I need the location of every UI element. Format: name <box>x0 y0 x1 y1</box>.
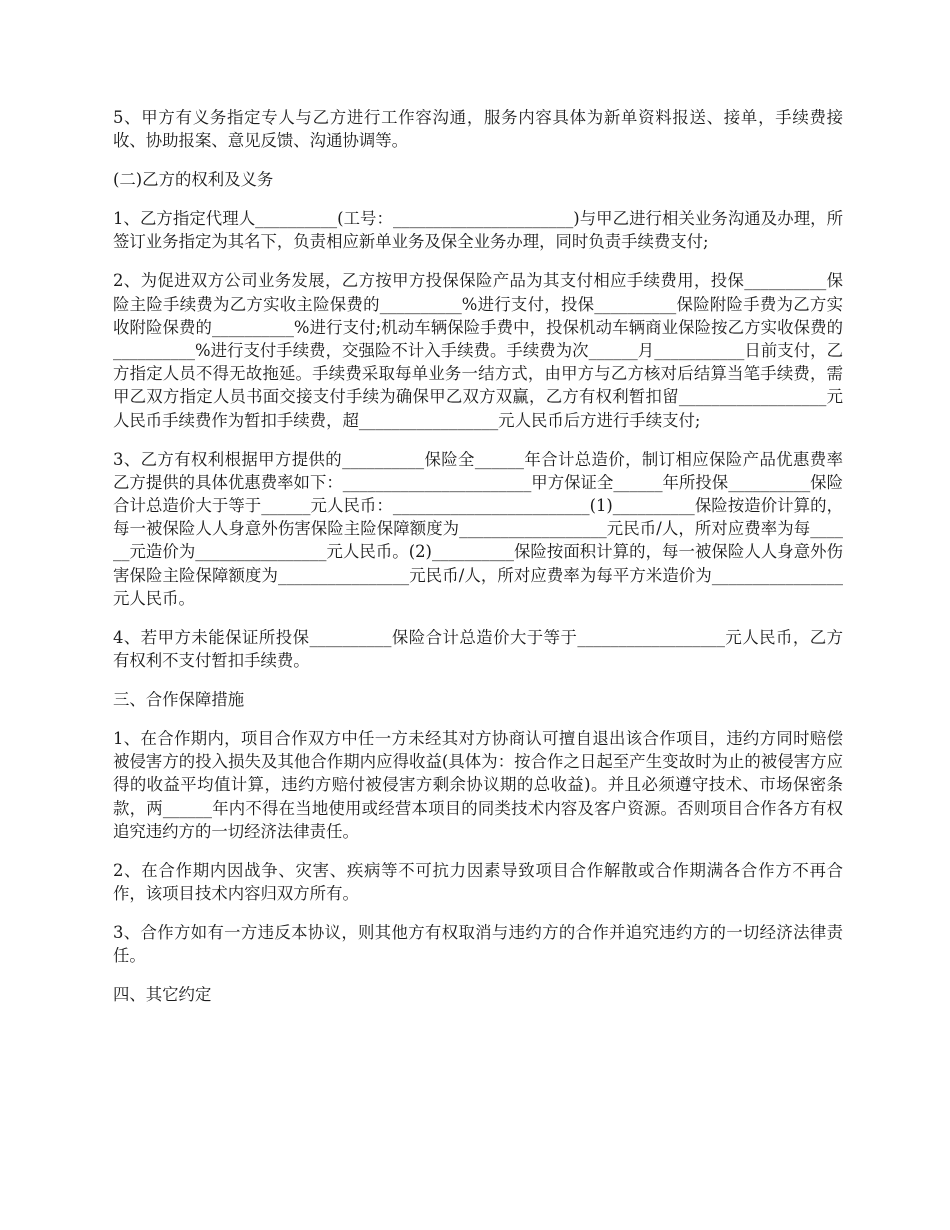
guarantee-clause-3: 3、合作方如有一方违反本协议，则其他方有权取消与违约方的合作并追究违约方的一切经济法律责任。 <box>113 923 843 966</box>
clause-1-agent: 1、乙方指定代理人__________(工号：______________________)与甲乙进行相关业务沟通及办理，所签订业务指定为其名下，负责相应新单业务及保全业务办理，同时负责手续费支付; <box>113 209 843 252</box>
clause-5-party-a-contact: 5、甲方有义务指定专人与乙方进行工作容沟通，服务内容具体为新单资料报送、接单，手续费接收、协助报案、意见反馈、沟通协调等。 <box>113 108 843 151</box>
document-page <box>113 106 843 1022</box>
guarantee-clause-2: 2、在合作期内因战争、灾害、疾病等不可抗力因素导致项目合作解散或合作期满各合作方不再合作，该项目技术内容归双方所有。 <box>113 860 843 904</box>
clause-3-discount-rate: 3、乙方有权利根据甲方提供的__________保险全______年合计总造价，制订相应保险产品优惠费率乙方提供的具体优惠费率如下：_______________________甲方保证全______年所投保__________保险合计总造价大于等于______元人民币：________________________(1)__________保险按造价计算的，每一被保险人人身意外伤害保险主险保障额度为__________________元民币/人，所对应费率为每______元造价为________________元人民币。(2)__________保险按面积计算的，每一被保险人人身意外伤害保险主险保障额度为________________元民币/人，所对应费率为每平方米造价为________________元人民币。 <box>113 449 843 608</box>
section-heading-party-b-rights: (二)乙方的权利及义务 <box>113 170 274 190</box>
clause-4-withheld-fee: 4、若甲方未能保证所投保__________保险合计总造价大于等于__________________元人民币，乙方有权利不支付暂扣手续费。 <box>113 627 843 671</box>
guarantee-clause-1: 1、在合作期内，项目合作双方中任一方未经其对方协商认可擅自退出该合作项目，违约方同时赔偿被侵害方的投入损失及其他合作期内应得收益(具体为：按合作之日起至产生变故时为止的被侵害方应得的收益平均值计算，违约方赔付被侵害方剩余协议期的总收益)。并且必须遵守技术、市场保密条款，两______年内不得在当地使用或经营本项目的同类技术内容及客户资源。否则项目合作各方有权追究违约方的一切经济法律责任。 <box>113 729 843 841</box>
section-heading-other-terms: 四、其它约定 <box>113 985 212 1005</box>
section-heading-guarantee: 三、合作保障措施 <box>113 690 245 710</box>
clause-2-commission: 2、为促进双方公司业务发展，乙方按甲方投保保险产品为其支付相应手续费用，投保__________保险主险手续费为乙方实收主险保费的__________%进行支付，投保__________保险附险手费为乙方实收附险保费的__________%进行支付;机动车辆保险手费中，投保机动车辆商业保险按乙方实收保费的__________%进行支付手续费，交强险不计入手续费。手续费为次______月___________日前支付，乙方指定人员不得无故拖延。手续费采取每单业务一结方式，由甲方与乙方核对后结算当笔手续费，需甲乙双方指定人员书面交接支付手续为确保甲乙双方双赢，乙方有权利暂扣留__________________元人民币手续费作为暂扣手续费，超_________________元人民币后方进行手续支付; <box>113 271 843 430</box>
